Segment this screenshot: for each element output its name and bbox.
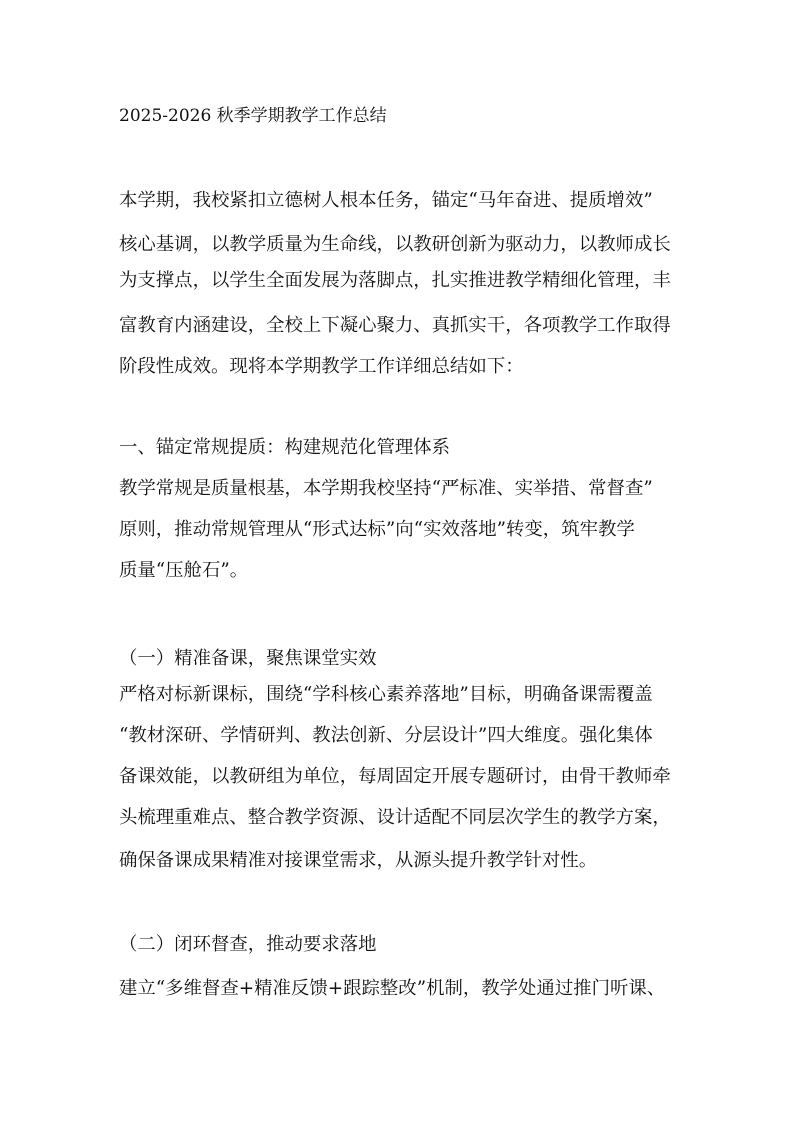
- subsection-1-line-2: “教材深研、学情研判、教法创新、分层设计”四大维度。强化集体: [119, 725, 653, 746]
- subsection-1-line-5: 确保备课成果精准对接课堂需求，从源头提升教学针对性。: [119, 850, 598, 871]
- subsection-1-heading: （一）精准备课，聚焦课堂实效: [119, 648, 377, 669]
- section-1-line-2: 原则，推动常规管理从“形式达标”向“实效落地”转变，筑牢教学: [119, 519, 635, 540]
- intro-line-4: 富教育内涵建设，全校上下凝心聚力、真抓实干，各项教学工作取得: [119, 315, 671, 336]
- subsection-1-line-3: 备课效能，以教研组为单位，每周固定开展专题研讨，由骨干教师牵: [119, 766, 671, 787]
- document-title: 2025-2026 秋季学期教学工作总结: [119, 106, 387, 126]
- intro-line-3: 为支撑点，以学生全面发展为落脚点，扎实推进教学精细化管理，丰: [119, 270, 671, 291]
- subsection-2-line-1: 建立“多维督查+精准反馈+跟踪整改”机制，教学处通过推门听课、: [119, 978, 666, 999]
- section-1-line-3: 质量“压舱石”。: [119, 560, 249, 581]
- section-1-heading: 一、锚定常规提质：构建规范化管理体系: [119, 437, 451, 458]
- intro-line-1: 本学期，我校紧扣立德树人根本任务，锚定“马年奋进、提质增效”: [119, 190, 653, 211]
- section-1-line-1: 教学常规是质量根基，本学期我校坚持“严标准、实举措、常督查”: [119, 478, 653, 499]
- intro-line-5: 阶段性成效。现将本学期教学工作详细总结如下：: [119, 356, 524, 377]
- subsection-2-heading: （二）闭环督查，推动要求落地: [119, 934, 377, 955]
- intro-line-2: 核心基调，以教学质量为生命线，以教研创新为驱动力，以教师成长: [119, 234, 671, 255]
- subsection-1-line-1: 严格对标新课标，围绕“学科核心素养落地”目标，明确备课需覆盖: [119, 684, 653, 705]
- subsection-1-line-4: 头梳理重难点、整合教学资源、设计适配不同层次学生的教学方案，: [119, 807, 671, 828]
